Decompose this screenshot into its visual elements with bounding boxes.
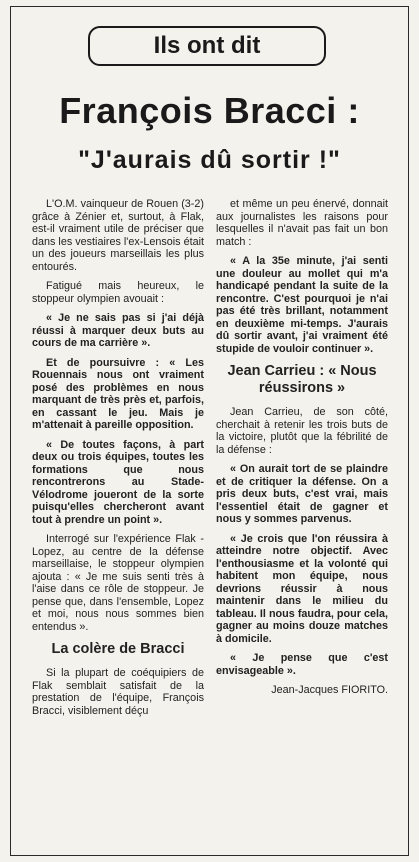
paragraph: Interrogé sur l'expérience Flak - Lopez, au centre de la défense marseillaise, le stoppeur olympien ajouta : « Je me suis senti très à l'aise dans ce rôle de stoppeur. Je pense que, dans l'ensemble, Lopez et moi, nous nous sommes bien entendus ». <box>32 533 204 633</box>
quote-paragraph: « On aurait tort de se plaindre et de critiquer la défense. On a pris deux buts, c'est vrai, mais l'essentiel était de gagner et nous y sommes parvenus. <box>216 463 388 525</box>
right-column <box>216 198 388 704</box>
rubric-title: Ils ont dit <box>88 26 326 66</box>
paragraph: et même un peu énervé, donnait aux journalistes les raisons pour lesquelles il n'avait pas fait un bon match : <box>216 198 388 248</box>
section-heading: Jean Carrieu : « Nous réussirons » <box>227 363 377 396</box>
quote-paragraph: « Je ne sais pas si j'ai déjà réussi à marquer deux buts au cours de ma carrière ». <box>32 312 204 349</box>
headline: François Bracci : <box>59 90 360 131</box>
left-column <box>32 198 204 724</box>
author-signature: Jean-Jacques FIORITO. <box>271 684 388 696</box>
quote-paragraph: « Je pense que c'est envisageable ». <box>216 652 388 677</box>
quote-paragraph: « Je crois que l'on réussira à atteindre notre objectif. Avec l'enthousiasme et la volonté qui habitent mon équipe, nous devrions réussir à nous maintenir dans le milieu du tableau. Il nous faudra, pour cela, gagner au moins douze matches à domicile. <box>216 532 388 645</box>
paragraph: L'O.M. vainqueur de Rouen (3-2) grâce à Zénier et, surtout, à Flak, est-il vraiment utile de préciser que dans les vestiaires l'ex-Lensois était un des joueurs marseillais les plus entourés. <box>32 198 204 273</box>
subheadline: "J'aurais dû sortir !" <box>78 146 341 174</box>
paragraph: Fatigué mais heureux, le stoppeur olympien avouait : <box>32 280 204 305</box>
quote-paragraph: Et de poursuivre : « Les Rouennais nous ont vraiment posé des problèmes en nous marquant de très près et, parfois, en cassant le jeu. Mais je m'attenait à pareille opposition. <box>32 356 204 431</box>
quote-paragraph: « A la 35e minute, j'ai senti une douleur au mollet qui m'a handicapé pendant la suite de la rencontre. C'est pourquoi je n'ai pas été très brillant, notamment en deuxième mi-temps. J'aurais dû sortir avant, j'ai vraiment été stupide de vouloir continuer ». <box>216 255 388 355</box>
paragraph: Si la plupart de coéquipiers de Flak semblait satisfait de la prestation de l'équipe, François Bracci, visiblement déçu <box>32 667 204 717</box>
paragraph: Jean Carrieu, de son côté, cherchait à retenir les trois buts de la victoire, plutôt que la fébrilité de la défense : <box>216 406 388 456</box>
quote-paragraph: « De toutes façons, à part deux ou trois équipes, toutes les formations que nous rencontrerons au Stade-Vélodrome joueront de la sorte puisqu'elles chercheront avant tout à prendre un point ». <box>32 438 204 526</box>
section-heading: La colère de Bracci <box>51 641 185 657</box>
